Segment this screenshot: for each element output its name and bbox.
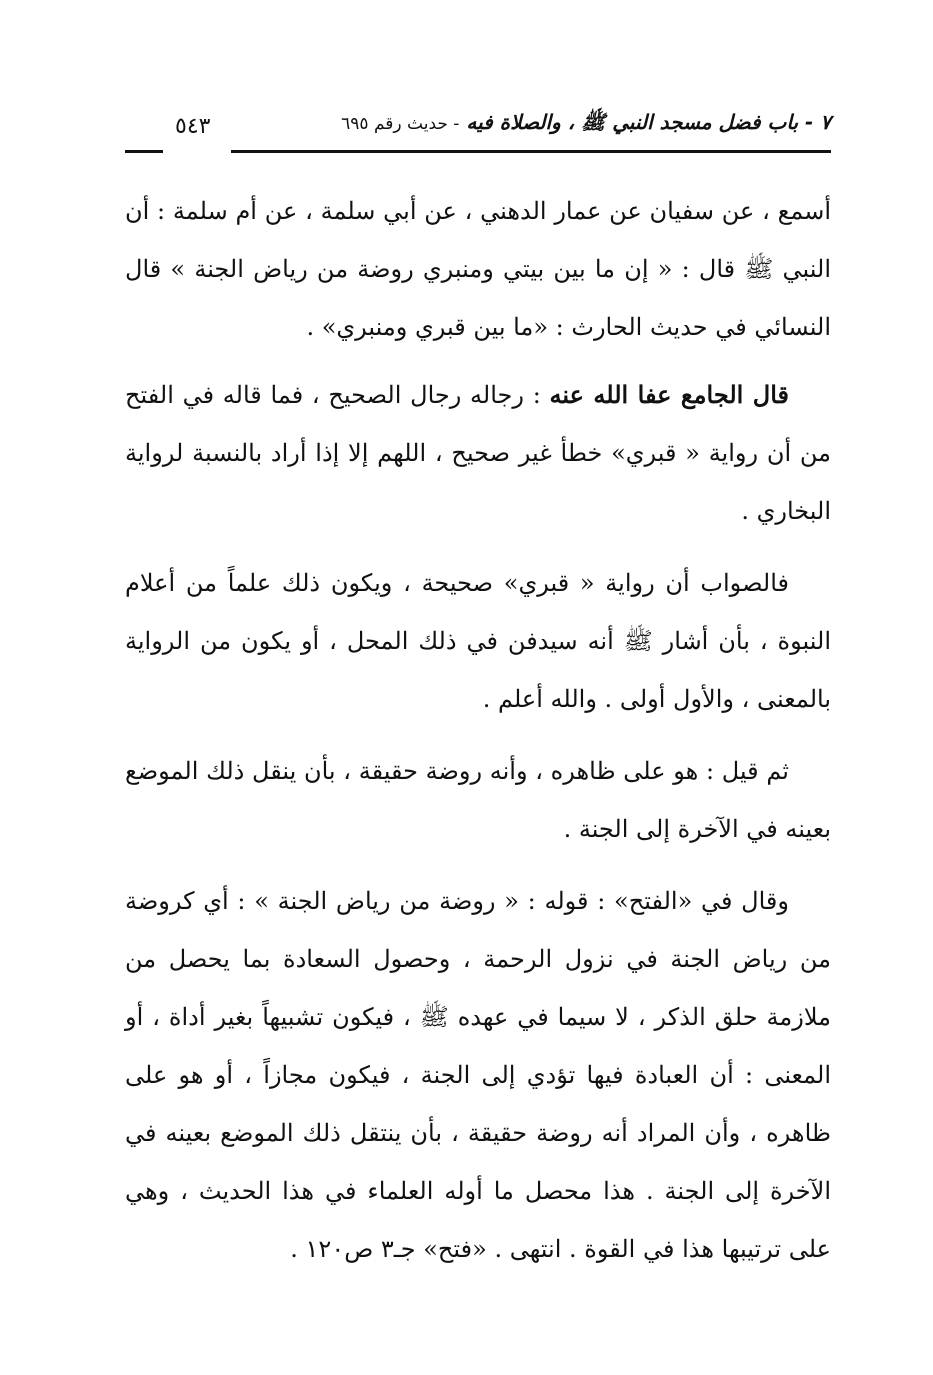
paragraph-2	[125, 366, 831, 540]
paragraph-lead: قال الجامع عفا الله عنه	[549, 380, 789, 409]
paragraph-text: : رجاله رجال الصحيح ، فما قاله في الفتح من أن رواية « قبري» خطأ غير صحيح ، اللهم إلا إذا أراد بالنسبة لرواية البخاري .	[125, 381, 831, 525]
hadith-number: - حديث رقم ٦٩٥	[341, 114, 460, 134]
paragraph-3	[125, 554, 831, 728]
paragraph-1	[125, 182, 831, 356]
chapter-title	[341, 110, 831, 139]
header-rule-short	[125, 150, 163, 153]
page-header	[125, 104, 831, 154]
paragraph-4	[125, 742, 831, 858]
paragraph-5	[125, 872, 831, 1278]
chapter-heading: ٧ - باب فضل مسجد النبي ﷺ ، والصلاة فيه	[466, 110, 831, 134]
body-text	[125, 182, 831, 1292]
paragraph-text: ثم قيل : هو على ظاهره ، وأنه روضة حقيقة ، بأن ينقل ذلك الموضع بعينه في الآخرة إلى الجنة .	[125, 757, 831, 843]
paragraph-text: فالصواب أن رواية « قبري» صحيحة ، ويكون ذلك علماً من أعلام النبوة ، بأن أشار ﷺ أنه سيدفن في ذلك المحل ، أو يكون من الرواية بالمعنى ، والأول أولى . والله أعلم .	[125, 569, 831, 713]
header-rule	[231, 150, 831, 153]
paragraph-text: أسمع ، عن سفيان عن عمار الدهني ، عن أبي سلمة ، عن أم سلمة : أن النبي ﷺ قال : « إن ما بين بيتي ومنبري روضة من رياض الجنة » قال النسائي في حديث الحارث : «ما بين قبري ومنبري» .	[125, 197, 831, 341]
page-number: ٥٤٣	[175, 114, 211, 139]
paragraph-text: وقال في «الفتح» : قوله : « روضة من رياض الجنة » : أي كروضة من رياض الجنة في نزول الرحمة ، وحصول السعادة بما يحصل من ملازمة حلق الذكر ، لا سيما في عهده ﷺ ، فيكون تشبيهاً بغير أداة ، أو المعنى : أن العبادة فيها تؤدي إلى الجنة ، فيكون مجازاً ، أو هو على ظاهره ، وأن المراد أنه روضة حقيقة ، بأن ينتقل ذلك الموضع بعينه في الآخرة إلى الجنة . هذا محصل ما أوله العلماء في هذا الحديث ، وهي على ترتيبها هذا في القوة . انتهى . «فتح» جـ٣ ص١٢٠ .	[125, 887, 831, 1263]
